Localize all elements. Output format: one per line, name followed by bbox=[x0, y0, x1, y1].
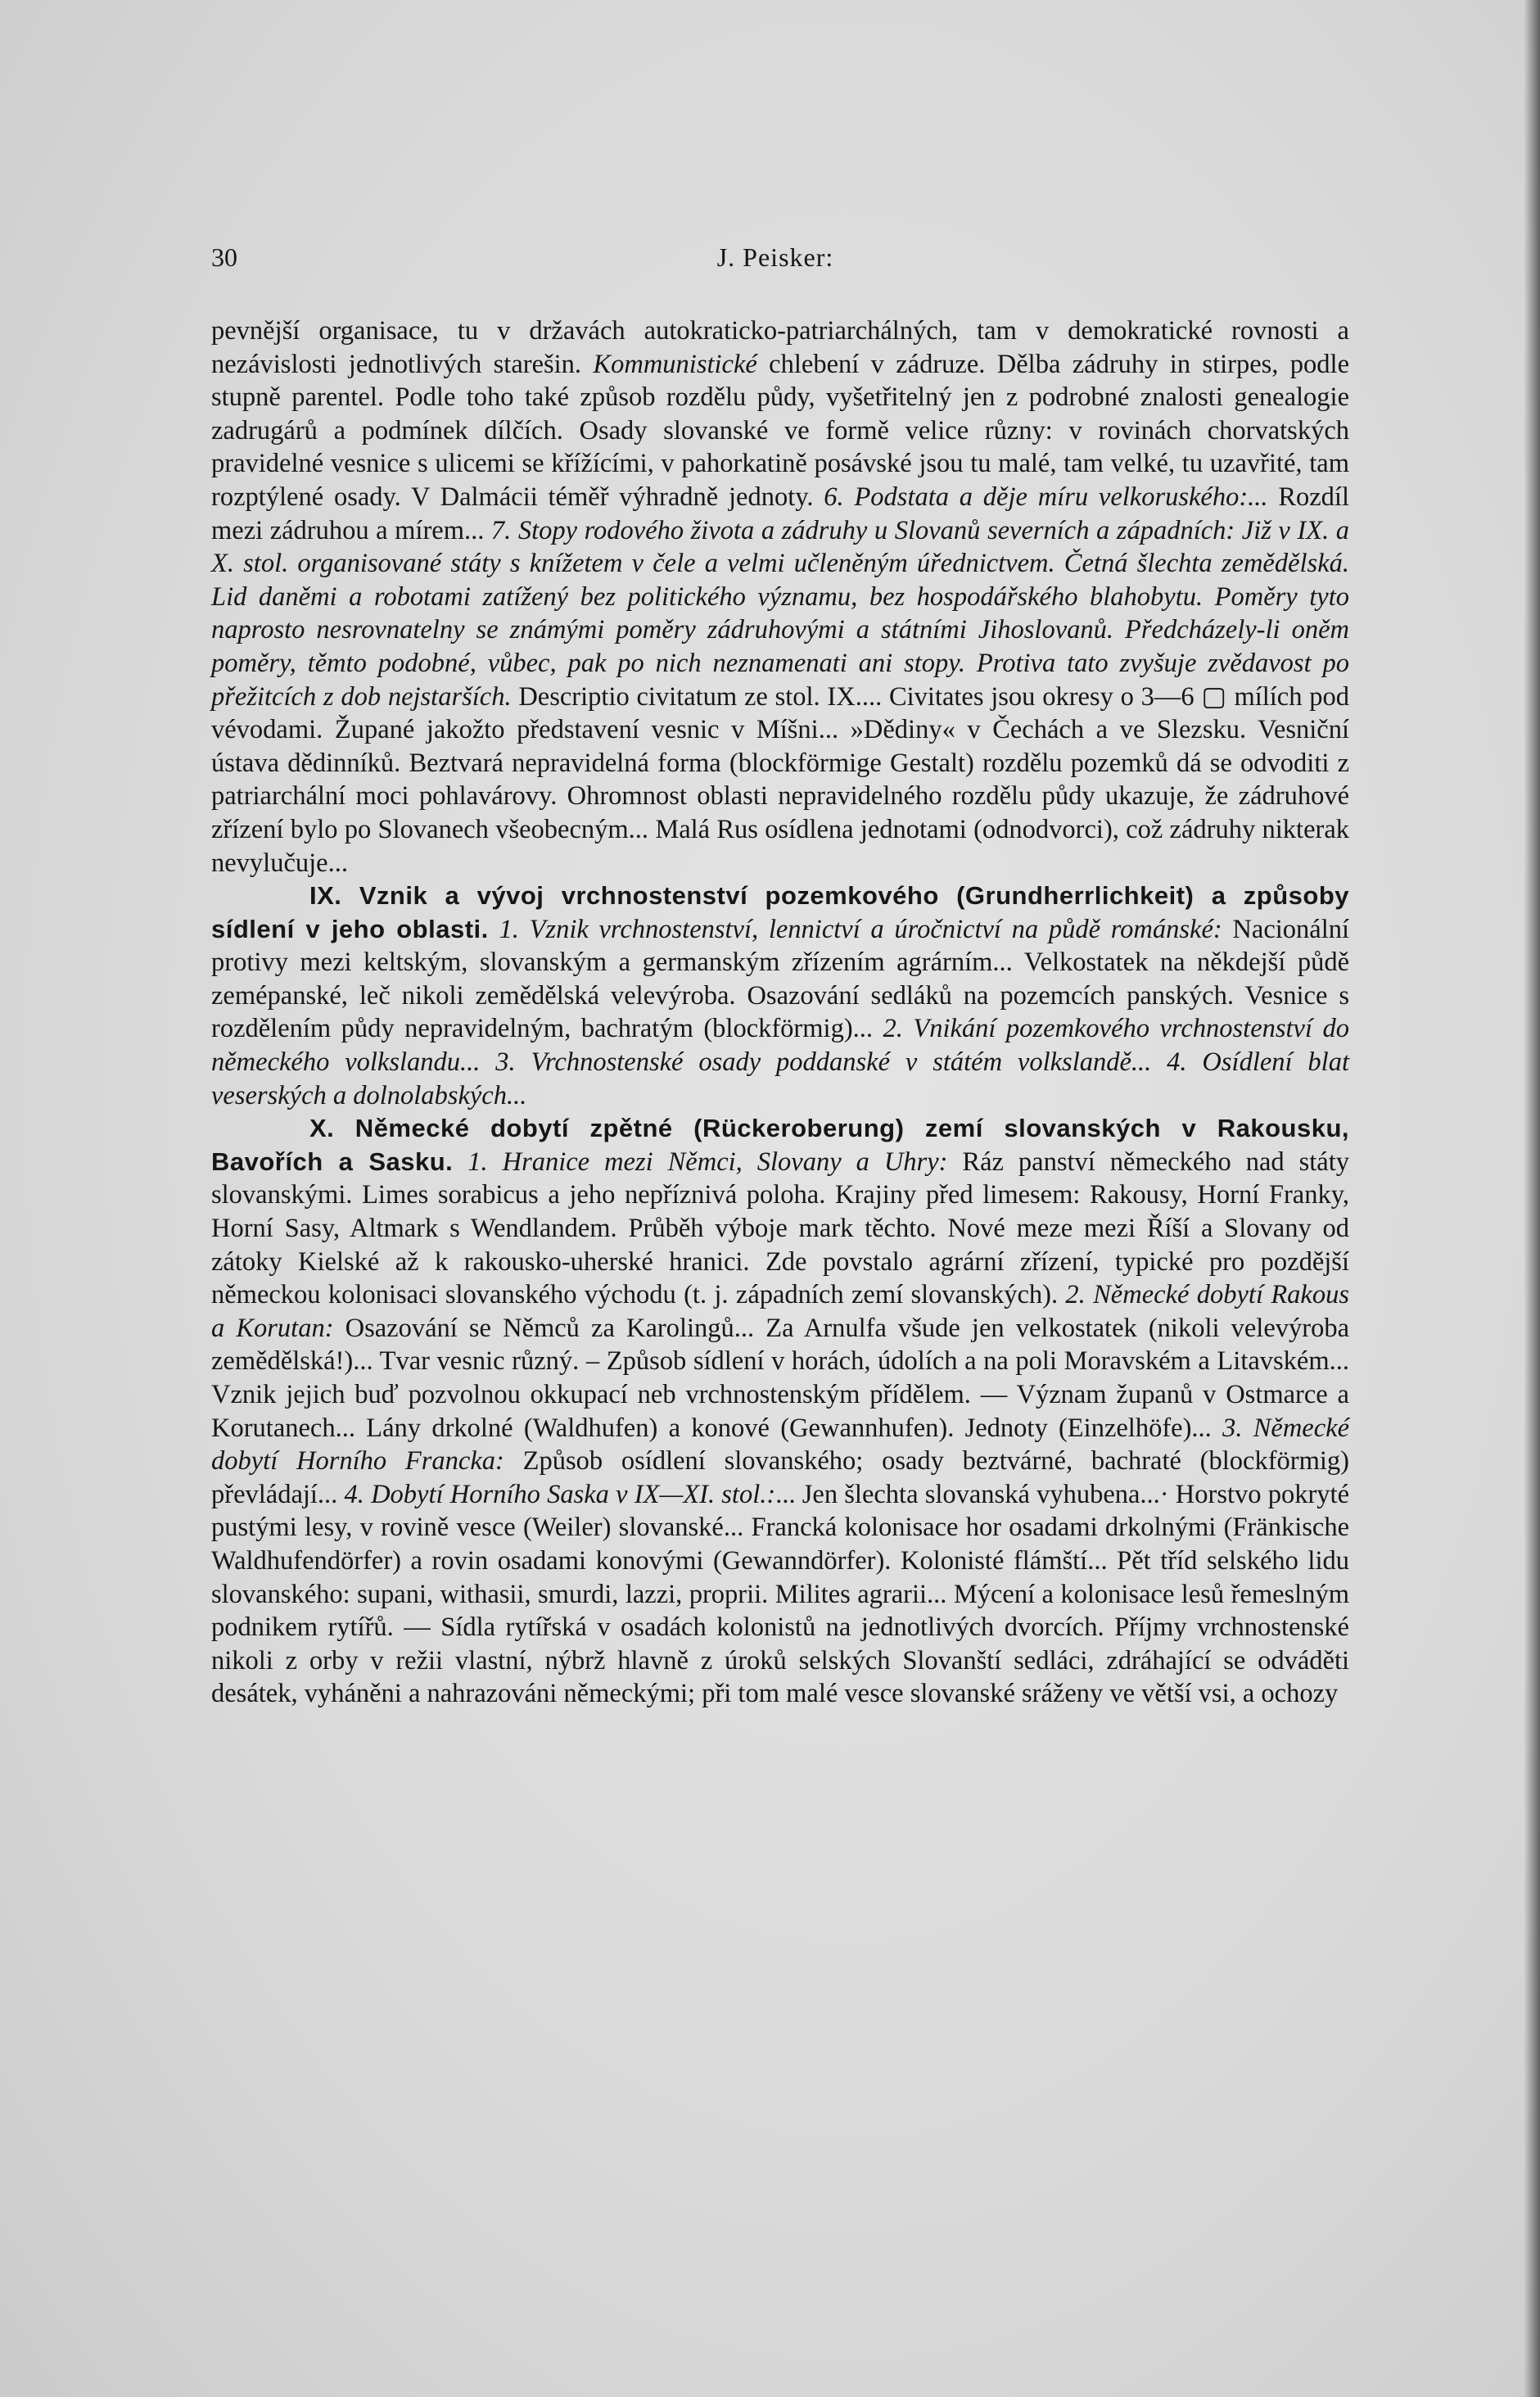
italic-subsection-3: 3. Německé dobytí Horního Francka: bbox=[211, 1413, 1349, 1477]
italic-subsection-1: 1. Vznik vrchnostenství, lennictví a úročnictví na půdě románské: bbox=[499, 914, 1222, 944]
section-ix bbox=[211, 880, 1349, 1112]
page-edge-shadow bbox=[1524, 0, 1540, 2397]
text-run bbox=[489, 915, 499, 944]
text-run: ... Jen šlechta slovanská vyhubena...· Horstvo pokryté pustými lesy, v rovině vesce (Weiler) slovanské... Francká kolonisace hor osadami drkolnými (Fränkische Waldhufendörfer) a rovin osadami konovými (Gewanndörfer). Kolonisté flámští... Pět tříd selského lidu slovanského: supani, withasii, smurdi, lazzi, proprii. Milites agrarii... Mýcení a kolonisace lesů řemeslným podnikem rytířů. — Sídla rytířská v osadách kolonistů na jednotlivých dvorcích. Příjmy vrchnostenské nikoli z orby v režii vlastní, nýbrž hlavně z úroků selských Slovanští sedláci, zdráhající se odváděti desátek, vyháněni a nahrazováni německými; při tom malé vesce slovanské sráženy ve větší vsi, a ochozy bbox=[211, 1479, 1349, 1709]
italic-subsection-2: 2. Německé dobytí Rakous a Korutan: bbox=[211, 1280, 1349, 1343]
text-run: Osazování se Němců za Karolingů... Za Arnulfa všude jen velkostatek (nikoli velevýroba zemědělská!)... Tvar vesnic různý. – Způsob sídlení v horách, údolích a na poli Moravském a Litavském... Vznik jejich buď pozvolnou okkupací neb vrchnostenským přídělem. — Význam županů v Ostmarce a Korutanech... Lány drkolné (Waldhufen) a konové (Gewannhufen). Jednoty (Einzelhöfe)... bbox=[211, 1313, 1349, 1443]
text-run: chlebení v zádruze. Dělba zádruhy in stirpes, podle stupně parentel. Podle toho také způsob rozdělu půdy, vyšetřitelný jen z podrobné znalosti genealogie zadrugárů a podmínek dílčích. Osady slovanské ve formě velice různy: v rovinách chorvatských pravidelné vesnice s ulicemi se křížícími, v pahorkatině posávské jsou tu malé, tam velké, tu uzavřité, tam rozptýlené osady. V Dalmácii téměř výhradně jednoty. bbox=[211, 349, 1349, 512]
italic-subsection-7: 7. Stopy rodového života a zádruhy u Slovanů severních a západních: Již v IX. a X. stol. organisované státy s knížetem v čele a velmi učleněným úřednictvem. Četná šlechta zemědělská. Lid daněmi a robotami zatížený bez politického významu, bez hospodářského blahobytu. Poměry tyto naprosto nesrovnatelny se známými poměry zádruhovými a státními Jihoslovanů. Předcházely-li oněm poměry, těmto podobné, vůbec, pak po nich neznamenati ani stopy. Protiva tato zvyšuje zvědavost po přežitcích z dob nejstarších. bbox=[211, 515, 1349, 712]
body-text bbox=[211, 314, 1349, 1711]
italic-term: Kommunistické bbox=[593, 349, 757, 379]
italic-subsections-2-4: 2. Vnikání pozemkového vrchnostenství do německého volkslandu... 3. Vrchnostenské osady poddanské v státém volkslandě... 4. Osídlení blat veserských a dolnolabských... bbox=[211, 1014, 1349, 1110]
paragraph-continuation bbox=[211, 314, 1349, 880]
text-run: pevnější organisace, tu v državách autokraticko-patriarchálných, tam v demokratické rovnosti a nezávislosti jednotlivých starešin. bbox=[211, 316, 1349, 379]
page-number: 30 bbox=[211, 242, 237, 272]
running-head: J. Peisker: bbox=[716, 242, 834, 272]
italic-subsection-4: 4. Dobytí Horního Saska v IX—XI. stol.: bbox=[344, 1479, 776, 1509]
text-run: Nacionální protivy mezi keltským, slovanským a germanským zřízením agrárním... Velkostatek na někdejší půdě zemépanské, leč nikoli zemědělská velevýroba. Osazování sedláků na pozemcích panských. Vesnice s rozdělením půdy nepravidelným, bachratým (blockförmig)... bbox=[211, 914, 1350, 1044]
italic-subsection-6: 6. Podstata a děje míru velkoruského:... bbox=[824, 482, 1268, 512]
text-run: Descriptio civitatum ze stol. IX.... Civitates jsou okresy o 3—6 ▢ mílích pod vévodami. Župané jakožto představení vesnic v Míšni... »Dědiny« v Čechách a ve Slezsku. Vesniční ústava dědinníků. Beztvará nepravidelná forma (blockförmige Gestalt) rozdělu pozemků dá se odvoditi z patriarchální moci pohlavárovy. Ohromnost oblasti nepravidelného rozdělu půdy ukazuje, že zádruhové zřízení bylo po Slovanech všeobecným... Malá Rus osídlena jednotami (odnodvorci), což zádruhy nikterak nevylučuje... bbox=[211, 681, 1349, 878]
text-run: Ráz panství německého nad státy slovanskými. Limes sorabicus a jeho nepříznivá poloha. Krajiny před limesem: Rakousy, Horní Franky, Horní Sasy, Altmark s Wendlandem. Průběh výboje mark těchto. Nové meze mezi Říší a Slovany od zátoky Kielské až k rakousko-uherské hranici. Zde povstalo agrární zřízení, typické pro pozdější německou kolonisaci slovanského východu (t. j. západních zemí slovanských). bbox=[211, 1146, 1350, 1310]
section-x bbox=[211, 1112, 1349, 1711]
text-run: Způsob osídlení slovanského; osady beztvárné, bachraté (blockförmig) převládají... bbox=[211, 1446, 1349, 1509]
page-header bbox=[211, 242, 1339, 280]
text-run bbox=[453, 1147, 467, 1177]
section-x-heading: X. Německé dobytí zpětné (Rückeroberung) zemí slovanských v Rakousku, Bavořích a Sasku. bbox=[211, 1114, 1349, 1176]
section-ix-heading: IX. Vznik a vývoj vrchnostenství pozemkového (Grundherrlichkeit) a způsoby sídlení v jeho oblasti. bbox=[211, 881, 1349, 943]
text-run: Rozdíl mezi zádruhou a mírem... bbox=[211, 482, 1349, 545]
italic-subsection-1: 1. Hranice mezi Němci, Slovany a Uhry: bbox=[467, 1146, 948, 1177]
